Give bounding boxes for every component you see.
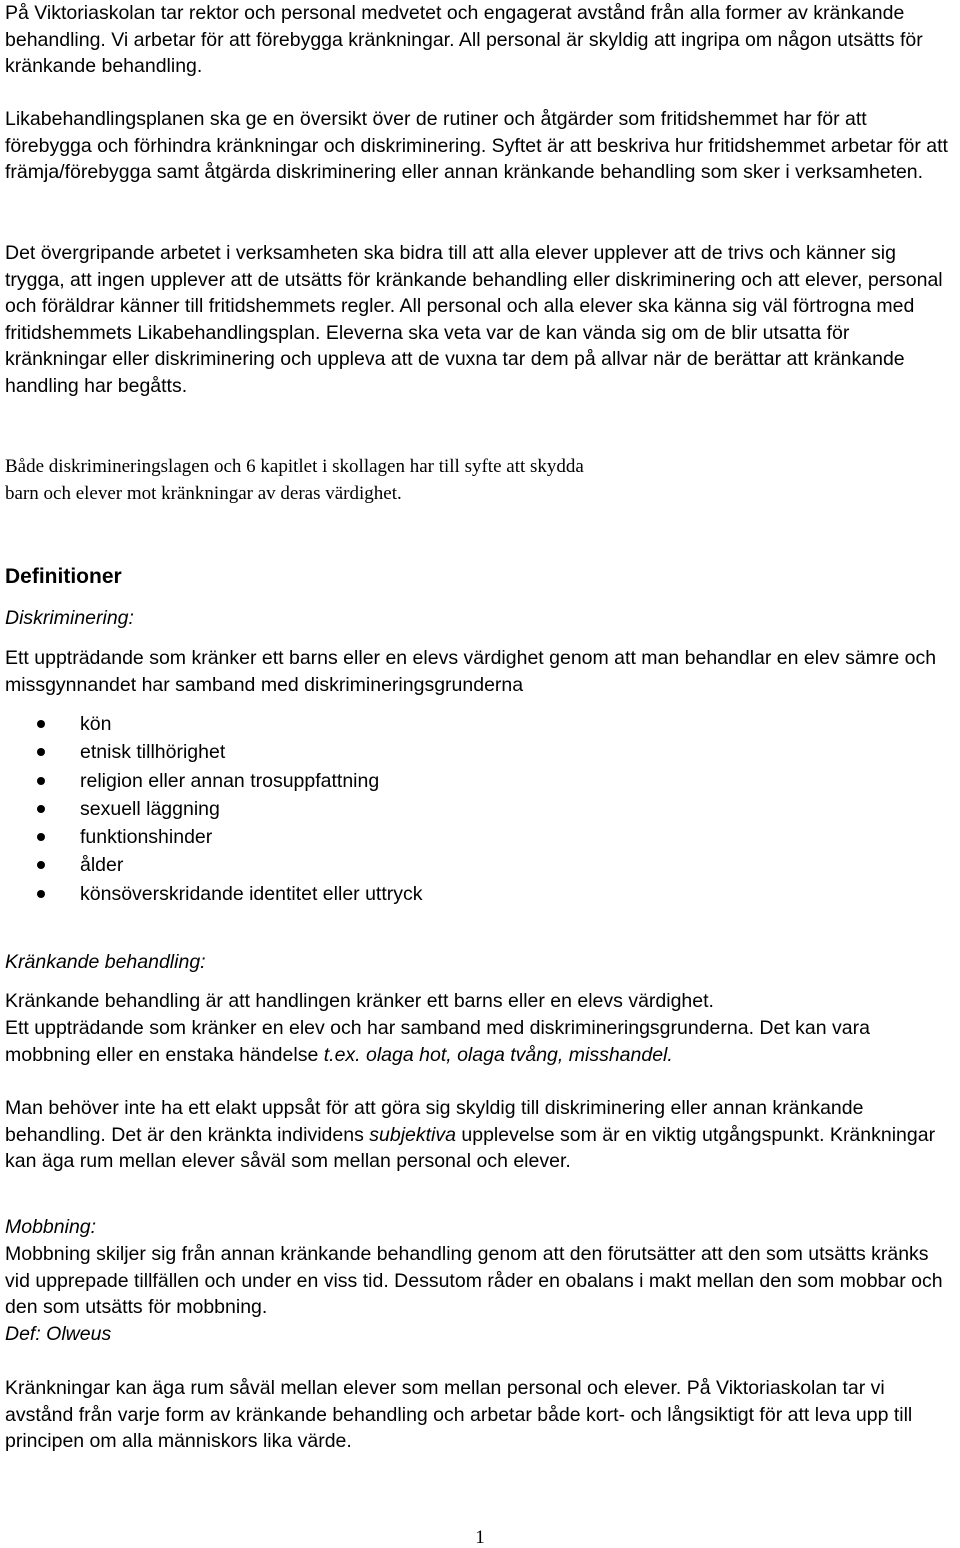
degrading-treatment-label: Kränkande behandling:	[5, 951, 206, 973]
bullying-definition-source: Def: Olweus	[5, 1323, 112, 1345]
intro-paragraph-1: På Viktoriaskolan tar rektor och personal medvetet och engagerat avstånd från alla former av kränkande behandling. Vi arbetar för att förebygga kränkningar. All personal är skyldig att ingripa om någon utsätts för kränkande behandling.	[5, 2, 923, 77]
degrading-treatment-line-1: Kränkande behandling är att handlingen kränker ett barns eller en elevs värdighet.	[5, 990, 714, 1012]
list-item-text: sexuell läggning	[80, 797, 220, 820]
discrimination-text: Ett uppträdande som kränker ett barns eller en elevs värdighet genom att man behandlar en elev sämre och missgynnandet har samband med diskrimineringsgrunderna	[5, 647, 937, 696]
bullet-icon	[37, 890, 45, 898]
degrading-treatment-examples: t.ex. olaga hot, olaga tvång, misshandel.	[323, 1043, 673, 1066]
list-item-text: ålder	[80, 854, 124, 877]
degrading-treatment-p2-emphasis: subjektiva	[369, 1123, 456, 1146]
bullet-icon	[37, 805, 45, 813]
intro-paragraph-4: Både diskrimineringslagen och 6 kapitlet i skollagen har till syfte att skydda barn och elever mot kränkningar av deras värdighet.	[5, 456, 584, 504]
degrading-treatment-p2-tail: upplevelse som är en viktig utgångspunkt. Kränkningar kan äga rum mellan elever såväl som mellan personal och elever.	[5, 1123, 936, 1172]
degrading-treatment-line-2-lead: Ett uppträdande som kränker en elev och har samband med diskrimineringsgrunderna. Det kan vara mobbning eller en enstaka händelse	[5, 1017, 870, 1066]
closing-paragraph: Kränkningar kan äga rum såväl mellan elever som mellan personal och elever. På Viktoriaskolan tar vi avstånd från varje form av kränkande behandling och arbetar både kort- och långsiktigt för att leva upp till principen om alla människors lika värde.	[5, 1377, 913, 1452]
degrading-treatment-paragraph-2	[5, 1095, 955, 1175]
degrading-treatment-line-2	[5, 1015, 955, 1068]
definitions-heading: Definitioner	[5, 565, 122, 588]
list-item-text: etnisk tillhörighet	[80, 741, 226, 764]
intro-paragraph-3: Det övergripande arbetet i verksamheten ska bidra till att alla elever upplever att de trivs och känner sig trygga, att ingen upplever att de utsätts för kränkande behandling eller diskriminering och att elever, personal och föräldrar känner till fritidshemmets regler. All personal och alla elever ska känna sig väl förtrogna med fritidshemmets Likabehandlingsplan. Eleverna ska veta var de kan vända sig om de blir utsatta för kränkningar eller diskriminering och uppleva att de vuxna tar dem på allvar när de berättar att kränkande handling har begåtts.	[5, 242, 943, 397]
list-item-text: funktionshinder	[80, 826, 213, 849]
bullying-label: Mobbning:	[5, 1216, 97, 1238]
bullet-icon	[37, 748, 45, 756]
bullet-icon	[37, 777, 45, 785]
bullying-text: Mobbning skiljer sig från annan kränkande behandling genom att den förutsätter att den som utsätts kränks vid upprepade tillfällen och under en viss tid. Dessutom råder en obalans i makt mellan den som mobbar och den som utsätts för mobbning.	[5, 1243, 943, 1318]
degrading-treatment-p2-lead: Man behöver inte ha ett elakt uppsåt för att göra sig skyldig till diskriminering eller annan kränkande behandling. Det är den kränkta individens	[5, 1097, 864, 1146]
intro-paragraph-2: Likabehandlingsplanen ska ge en översikt över de rutiner och åtgärder som fritidshemmet har för att förebygga och förhindra kränkningar och diskriminering. Syftet är att beskriva hur fritidshemmet arbetar för att främja/förebygga samt åtgärda diskriminering eller annan kränkande behandling som sker i verksamheten.	[5, 108, 948, 183]
list-item-text: kön	[80, 713, 112, 735]
discrimination-label: Diskriminering:	[5, 607, 134, 629]
page-number: 1	[475, 1527, 485, 1548]
bullet-icon	[37, 861, 45, 869]
bullet-icon	[37, 720, 45, 728]
bullet-icon	[37, 833, 45, 841]
list-item-text: könsöverskridande identitet eller uttryck	[80, 882, 423, 905]
list-item-text: religion eller annan trosuppfattning	[80, 769, 380, 792]
